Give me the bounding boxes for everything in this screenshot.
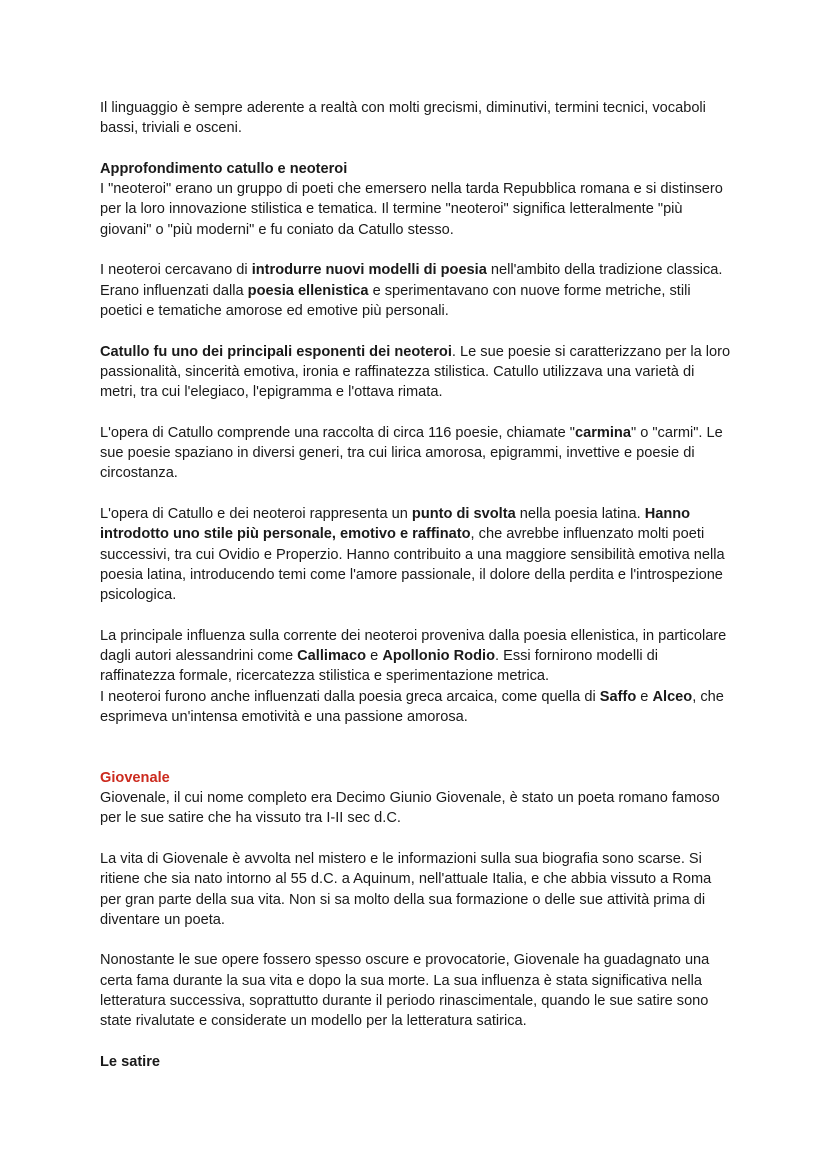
bold-text: Alceo	[652, 688, 693, 705]
text-run: L'opera di Catullo comprende una raccolta di circa 116 poesie, chiamate "	[100, 424, 575, 441]
catullo-svolta-paragraph	[100, 504, 732, 605]
catullo-opera-paragraph	[100, 423, 732, 484]
bold-text: carmina	[574, 424, 631, 441]
bold-text: Apollonio Rodio	[382, 648, 495, 665]
text-run: nell'ambito della tradizione classica. Erano influenzati dalla	[100, 262, 723, 299]
bold-text: Catullo fu uno dei principali esponenti dei neoteroi	[100, 343, 452, 360]
bold-text: introdurre nuovi modelli di poesia	[251, 262, 487, 279]
section-spacer	[100, 748, 732, 768]
catullo-exponent-paragraph	[100, 342, 732, 403]
text-run: I neoteroi furono anche influenzati dalla poesia greca arcaica, come quella di	[100, 688, 600, 705]
text-run: La principale influenza sulla corrente dei neoteroi proveniva dalla poesia ellenistica, in particolare dagli autori alessandrini come	[100, 627, 727, 665]
text-run: e sperimentavano con nuove forme metriche, stili poetici e tematiche amorose ed emotive più personali.	[100, 282, 691, 319]
bold-text: Hanno introdotto uno stile più personale, emotivo e raffinato	[100, 505, 691, 543]
neoteroi-models-paragraph	[100, 260, 732, 321]
bold-text: Saffo	[599, 688, 637, 705]
text-run: , che esprimeva un'intensa emotività e una passione amorosa.	[100, 688, 724, 725]
text-run: nella poesia latina.	[515, 505, 645, 522]
catullo-heading: Approfondimento catullo e neoteroi	[100, 160, 348, 177]
text-run: , che avrebbe influenzato molti poeti successivi, tra cui Ovidio e Properzio. Hanno contribuito a una maggiore sensibilità emotiva nella poesia latina, introducendo temi come l'amore passionale, il dolore della perdita e l'introspezione psicologica.	[100, 526, 725, 604]
satire-heading: Le satire	[100, 1053, 161, 1070]
text-run: . Le sue poesie si caratterizzano per la loro passionalità, sincerità emotiva, ironia e raffinatezza stilistica. Catullo utilizzava una varietà di metri, tra cui l'elegiaco, l'epigramma e l'ottava rimata.	[100, 343, 731, 401]
giovenale-intro-paragraph: Giovenale, il cui nome completo era Decimo Giunio Giovenale, è stato un poeta romano famoso per le sue satire che ha vissuto tra I-II sec d.C.	[100, 790, 720, 827]
bold-text: Callimaco	[297, 648, 367, 665]
intro-paragraph: Il linguaggio è sempre aderente a realtà con molti grecismi, diminutivi, termini tecnici, vocaboli bassi, triviali e osceni.	[100, 100, 706, 137]
neoteroi-definition-paragraph: I "neoteroi" erano un gruppo di poeti che emersero nella tarda Repubblica romana e si distinsero per la loro innovazione stilistica e tematica. Il termine "neoteroi" significa letteralmente "più giovani" o "più moderni" e fu coniato da Catullo stesso.	[100, 181, 723, 238]
giovenale-heading: Giovenale	[100, 769, 170, 786]
bold-text: poesia ellenistica	[247, 282, 369, 299]
bold-text: punto di svolta	[411, 505, 516, 522]
text-run: e	[366, 648, 383, 665]
document-page	[100, 98, 732, 1072]
text-run: " o "carmi". Le sue poesie spaziano in diversi generi, tra cui lirica amorosa, epigrammi, invettive e poesie di circostanza.	[100, 424, 723, 482]
text-run: . Essi fornirono modelli di raffinatezza formale, ricercatezza stilistica e sperimentazione metrica.	[100, 648, 659, 685]
text-run: e	[636, 688, 653, 705]
text-run: L'opera di Catullo e dei neoteroi rappresenta un	[100, 505, 412, 522]
text-run: I neoteroi cercavano di	[100, 262, 252, 279]
giovenale-fame-paragraph: Nonostante le sue opere fossero spesso oscure e provocatorie, Giovenale ha guadagnato una certa fama durante la sua vita e dopo la sua morte. La sua influenza è stata significativa nella letteratura successiva, soprattutto durante il periodo rinascimentale, quando le sue satire sono state rivalutate e considerate un modello per la letteratura satirica.	[100, 952, 710, 1030]
giovenale-life-paragraph: La vita di Giovenale è avvolta nel mistero e le informazioni sulla sua biografia sono scarse. Si ritiene che sia nato intorno al 55 d.C. a Aquinum, nell'attuale Italia, e che abbia vissuto a Roma per gran parte della sua vita. Non si sa molto della sua formazione o delle sue attività prima di diventare un poeta.	[100, 850, 712, 928]
neoteroi-influence-paragraph	[100, 626, 732, 727]
